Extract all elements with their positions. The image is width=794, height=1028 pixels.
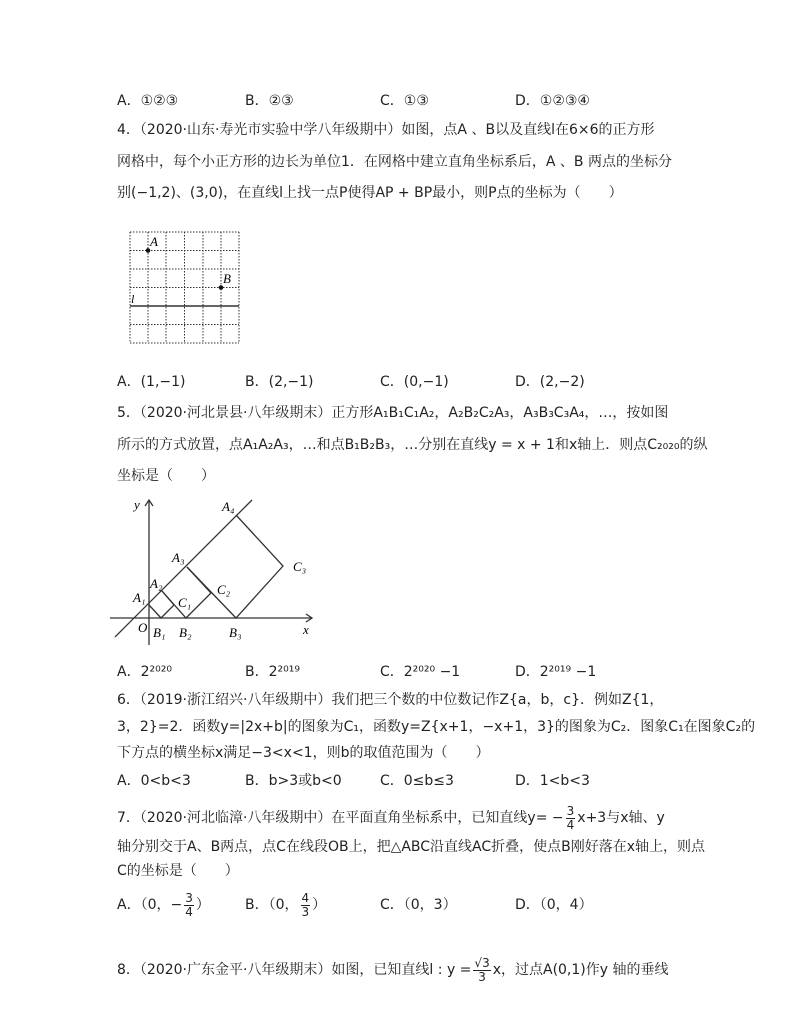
- label-l: l: [131, 292, 135, 306]
- fraction: [473, 957, 490, 984]
- q6-option-d: D．1<b<3: [515, 773, 590, 789]
- numerator: 4: [301, 890, 310, 905]
- label-y: y: [134, 497, 140, 512]
- label-b1: B₁: [153, 625, 166, 640]
- q8-text-post: x，过点A(0,1)作y 轴的垂线: [492, 962, 669, 978]
- q4-option-a: A．(1,−1): [117, 374, 186, 390]
- numerator: 3: [185, 890, 193, 905]
- option-text: ）: [312, 897, 327, 913]
- q8-text-line: [117, 954, 669, 986]
- numerator: 3: [566, 803, 575, 818]
- q3-option-a: A．①②③: [117, 93, 179, 109]
- label-a1: A₁: [133, 590, 146, 605]
- q5-text-line: 坐标是（ ）: [117, 468, 215, 484]
- q5-option-a: A．2²⁰²⁰: [117, 664, 172, 680]
- fraction: [566, 805, 576, 832]
- q5-text-line: 5．（2020·河北景县·八年级期末）正方形A₁B₁C₁A₂，A₂B₂C₂A₃，A₃B₃C₃A₄，…，按如图: [117, 405, 669, 421]
- numerator: √3: [474, 955, 490, 970]
- q5-option-d: D．2²⁰¹⁹ −1: [515, 664, 597, 680]
- q7-option-c: C．（0，3）: [380, 897, 457, 913]
- q7-text-line: 轴分别交于A、B两点，点C在线段OB上，把△ABC沿直线AC折叠，使点B刚好落在x轴上，则点: [117, 839, 706, 855]
- label-c2: C₂: [217, 582, 231, 597]
- option-text: A．（0，−: [117, 897, 183, 913]
- q4-text-line: 别(−1,2)、(3,0)，在直线l上找一点P使得AP + BP最小，则P点的坐标为（ ）: [117, 185, 623, 201]
- q4-grid-figure: [125, 226, 250, 351]
- label-b3: B₃: [229, 625, 242, 640]
- denominator: 3: [478, 969, 486, 984]
- q4-text-line: 4．（2020·山东·寿光市实验中学八年级期中）如图，点A 、B以及直线l在6×6的正方形: [117, 122, 655, 138]
- q6-text-line: 下方点的横坐标x满足−3<x<1，则b的取值范围为（ ）: [117, 745, 490, 761]
- denominator: 4: [566, 817, 575, 832]
- fraction: [301, 892, 311, 919]
- label-b2: B₂: [179, 625, 192, 640]
- q6-option-a: A．0<b<3: [117, 773, 191, 789]
- q7-text-line: [117, 803, 665, 833]
- q5-squares-figure: [100, 490, 330, 650]
- label-c1: C₁: [178, 595, 192, 610]
- q7-option-b: [245, 890, 326, 920]
- q4-option-b: B．(2,−1): [245, 374, 314, 390]
- q3-option-d: D．①②③④: [515, 93, 590, 109]
- label-a4: A₄: [222, 499, 235, 514]
- label-o: O: [138, 620, 148, 635]
- q7-line1-pre: 7．（2020·河北临漳·八年级期中）在平面直角坐标系中，已知直线y= −: [117, 810, 564, 826]
- denominator: 4: [185, 904, 193, 919]
- q5-option-c: C．2²⁰²⁰ −1: [380, 664, 461, 680]
- option-text: ）: [195, 897, 210, 913]
- denominator: 3: [301, 904, 310, 919]
- label-x: x: [303, 622, 309, 637]
- q3-option-b: B．②③: [245, 93, 294, 109]
- q4-text-line: 网格中，每个小正方形的边长为单位1．在网格中建立直角坐标系后，A 、B 两点的坐标分: [117, 154, 672, 170]
- q5-option-b: B．2²⁰¹⁹: [245, 664, 300, 680]
- label-a3: A₃: [172, 550, 185, 565]
- q6-option-b: B．b>3或b<0: [245, 773, 342, 789]
- label-b: B: [223, 271, 231, 286]
- square-1: [149, 591, 174, 618]
- line-y-x-plus-1: [115, 500, 252, 637]
- q4-option-c: C．(0,−1): [380, 374, 449, 390]
- label-c3: C₃: [293, 559, 307, 574]
- option-text: B．（0，: [245, 897, 299, 913]
- label-a2: A₂: [150, 576, 163, 591]
- q7-option-a: [117, 890, 210, 920]
- q7-line1-post: x+3与x轴、y: [577, 810, 665, 826]
- q3-option-c: C．①③: [380, 93, 429, 109]
- q6-option-c: C．0≤b≤3: [380, 773, 454, 789]
- q6-text-line: 6．（2019·浙江绍兴·八年级期中）我们把三个数的中位数记作Z{a，b，c}．例如Z{1，: [117, 692, 664, 708]
- label-a: A: [150, 234, 158, 249]
- q7-option-d: D．（0，4）: [515, 897, 593, 913]
- fraction: [184, 892, 194, 919]
- q6-text-line: 3，2}=2．函数y=|2x+b|的图象为C₁，函数y=Z{x+1，−x+1，3}的图象为C₂．图象C₁在图象C₂的: [117, 719, 756, 735]
- q8-text-pre: 8．（2020·广东金平·八年级期末）如图，已知直线l : y =: [117, 962, 472, 978]
- q7-text-line: C的坐标是（ ）: [117, 863, 239, 879]
- q5-text-line: 所示的方式放置，点A₁A₂A₃，…和点B₁B₂B₃，…分别在直线y = x + 1和x轴上．则点C₂₀₂₀的纵: [117, 437, 708, 453]
- q4-option-d: D．(2,−2): [515, 374, 585, 390]
